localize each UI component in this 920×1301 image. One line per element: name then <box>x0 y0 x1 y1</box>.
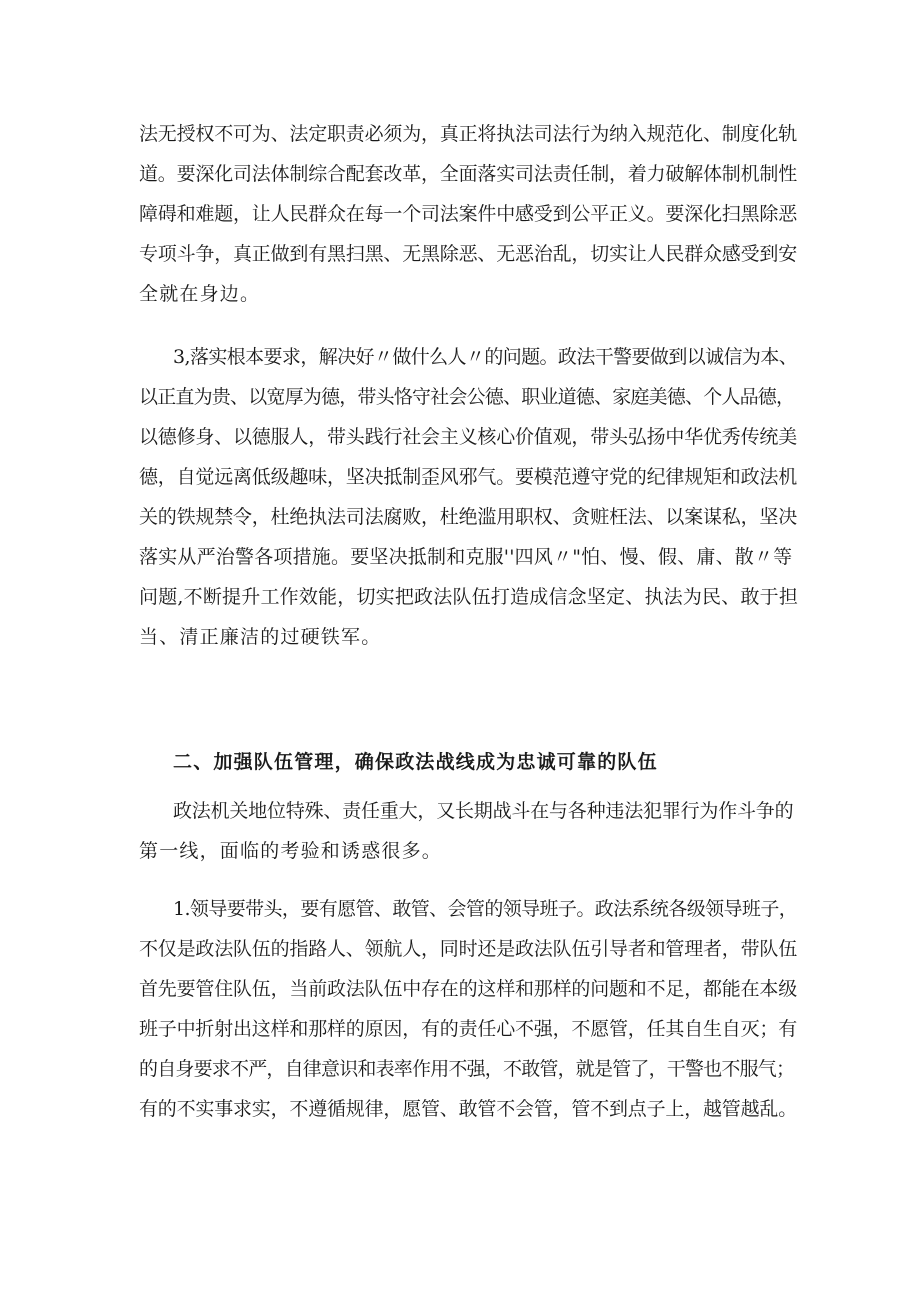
text-line: 的自身要求不严，自律意识和表率作用不强，不敢管，就是管了，干警也不服气； <box>139 1058 795 1080</box>
section-heading-text: 二、加强队伍管理，确保政法战线成为忠诚可靠的队伍 <box>173 751 658 773</box>
text-line: 政法机关地位特殊、责任重大，又长期战斗在与各种违法犯罪行为作斗争的 <box>173 800 794 822</box>
text-line: 有的不实事求实，不遵循规律，愿管、敢管不会管，管不到点子上，越管越乱。 <box>139 1098 798 1120</box>
text-line: 第一线，面临的考验和诱惑很多。 <box>139 840 443 862</box>
text-line: 班子中折射出这样和那样的原因，有的责任心不强，不愿管，任其自生自灭；有 <box>139 1018 798 1040</box>
text-line: 首先要管住队伍，当前政法队伍中存在的这样和那样的问题和不足，都能在本级 <box>139 978 798 1000</box>
section-heading <box>139 742 799 782</box>
text-line: 问题,不断提升工作效能，切实把政法队伍打造成信念坚定、执法为民、敢于担 <box>139 586 799 608</box>
text-line: 关的铁规禁令，杜绝执法司法腐败，杜绝滥用职权、贪赃枉法、以案谋私，坚决 <box>139 506 798 528</box>
text-line: 德，自觉远离低级趣味，坚决抵制歪风邪气。要模范遵守党的纪律规矩和政法机 <box>139 466 798 488</box>
text-line: 法无授权不可为、法定职责必须为，真正将执法司法行为纳入规范化、制度化轨 <box>139 123 798 145</box>
text-line: 落实从严治警各项措施。要坚决抵制和克服''四风〃"怕、慢、假、庸、散〃等 <box>139 546 793 568</box>
text-line: 3,落实根本要求，解决好〃做什么人〃的问题。政法干警要做到以诚信为本、 <box>173 346 798 368</box>
paragraph-intro <box>139 791 799 871</box>
text-line: 道。要深化司法体制综合配套改革，全面落实司法责任制，着力破解体制机制性 <box>139 163 798 185</box>
text-line: 不仅是政法队伍的指路人、领航人，同时还是政法队伍引导者和管理者，带队伍 <box>139 938 798 960</box>
paragraph-point-3 <box>139 337 799 657</box>
text-line: 专项斗争，真正做到有黑扫黑、无黑除恶、无恶治乱，切实让人民群众感受到安 <box>139 243 798 265</box>
paragraph-point-1 <box>139 889 799 1129</box>
text-line: 以德修身、以德服人，带头践行社会主义核心价值观，带头弘扬中华优秀传统美 <box>139 426 798 448</box>
text-line: 1.领导要带头，要有愿管、敢管、会管的领导班子。政法系统各级领导班子， <box>173 898 798 920</box>
text-line: 以正直为贵、以宽厚为德，带头恪守社会公德、职业道德、家庭美德、个人品德， <box>139 386 795 408</box>
paragraph-rule-of-law <box>139 114 799 314</box>
text-line: 全就在身边。 <box>139 283 261 305</box>
text-line: 障碍和难题，让人民群众在每一个司法案件中感受到公平正义。要深化扫黑除恶 <box>139 203 798 225</box>
text-line: 当、清正廉洁的过硬铁军。 <box>139 626 382 648</box>
